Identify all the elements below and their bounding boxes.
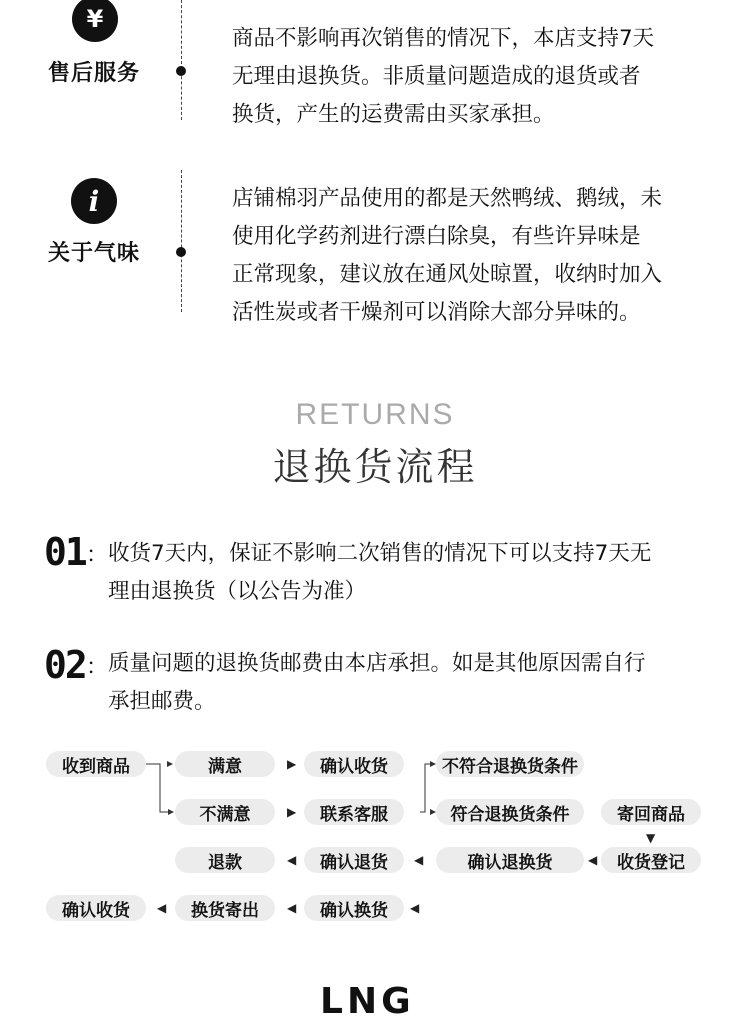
flow-node-not-meet: 不符合退换货条件 (436, 751, 584, 777)
flow-node-confirm-receipt: 确认收货 (46, 895, 146, 921)
flow-node-confirm-exchange: 确认换货 (304, 895, 404, 921)
step-colon: ： (86, 543, 109, 568)
section-label-odor: 关于气味 (48, 241, 141, 266)
step-colon: ： (86, 655, 109, 680)
yen-icon: ¥ (72, 0, 118, 42)
flow-node-send-back: 寄回商品 (601, 799, 701, 825)
flow-node-unsatisfied: 不满意 (175, 799, 275, 825)
arrow-left-icon: ◀ (410, 901, 420, 915)
step-text: 收货7天内，保证不影响二次销售的情况下可以支持7天无 理由退换货（以公告为准） (108, 541, 652, 604)
step-number: 01 (44, 530, 86, 574)
returns-title-cn: 退换货流程 (272, 445, 478, 489)
arrow-left-icon: ◀ (157, 901, 167, 915)
arrow-right-icon: ▶ (287, 757, 297, 771)
arrow-left-icon: ◀ (588, 853, 598, 867)
step-text: 质量问题的退换货邮费由本店承担。如是其他原因需自行 承担邮费。 (108, 651, 646, 714)
arrow-left-icon: ◀ (287, 853, 297, 867)
flow-node-confirm-receipt: 确认收货 (304, 751, 404, 777)
arrow-left-icon: ◀ (414, 853, 424, 867)
section-text-after-sales: 商品不影响再次销售的情况下，本店支持7天 无理由退换货。非质量问题造成的退货或者 换货，产生的运费需由买家承担。 (232, 26, 655, 127)
flow-node-contact-service: 联系客服 (304, 799, 404, 825)
arrow-right-icon: ▶ (287, 805, 297, 819)
flow-node-exchange-ship: 换货寄出 (175, 895, 275, 921)
arrow-down-icon: ▼ (646, 831, 656, 845)
section-label-after-sales: 售后服务 (48, 61, 141, 86)
arrow-left-icon: ◀ (287, 901, 297, 915)
brand-logo: LNG (320, 981, 415, 1022)
step-number: 02 (44, 643, 86, 687)
flow-node-confirm-return: 确认退货 (304, 847, 404, 873)
returns-title-en: RETURNS (295, 398, 455, 431)
flow-node-meet: 符合退换货条件 (436, 799, 584, 825)
flow-node-refund: 退款 (175, 847, 275, 873)
section-text-odor: 店铺棉羽产品使用的都是天然鸭绒、鹅绒，未 使用化学药剂进行漂白除臭，有些许异味是 正常现象，建议放在通风处晾置，收纳时加入 活性炭或者干燥剂可以消除大部分异味的。 (232, 186, 663, 325)
flow-node-receive: 收到商品 (46, 751, 146, 777)
flow-node-receipt-register: 收货登记 (601, 847, 701, 873)
flow-node-confirm-return-exchange: 确认退换货 (436, 847, 584, 873)
flow-node-satisfied: 满意 (175, 751, 275, 777)
info-icon: i (71, 178, 117, 224)
